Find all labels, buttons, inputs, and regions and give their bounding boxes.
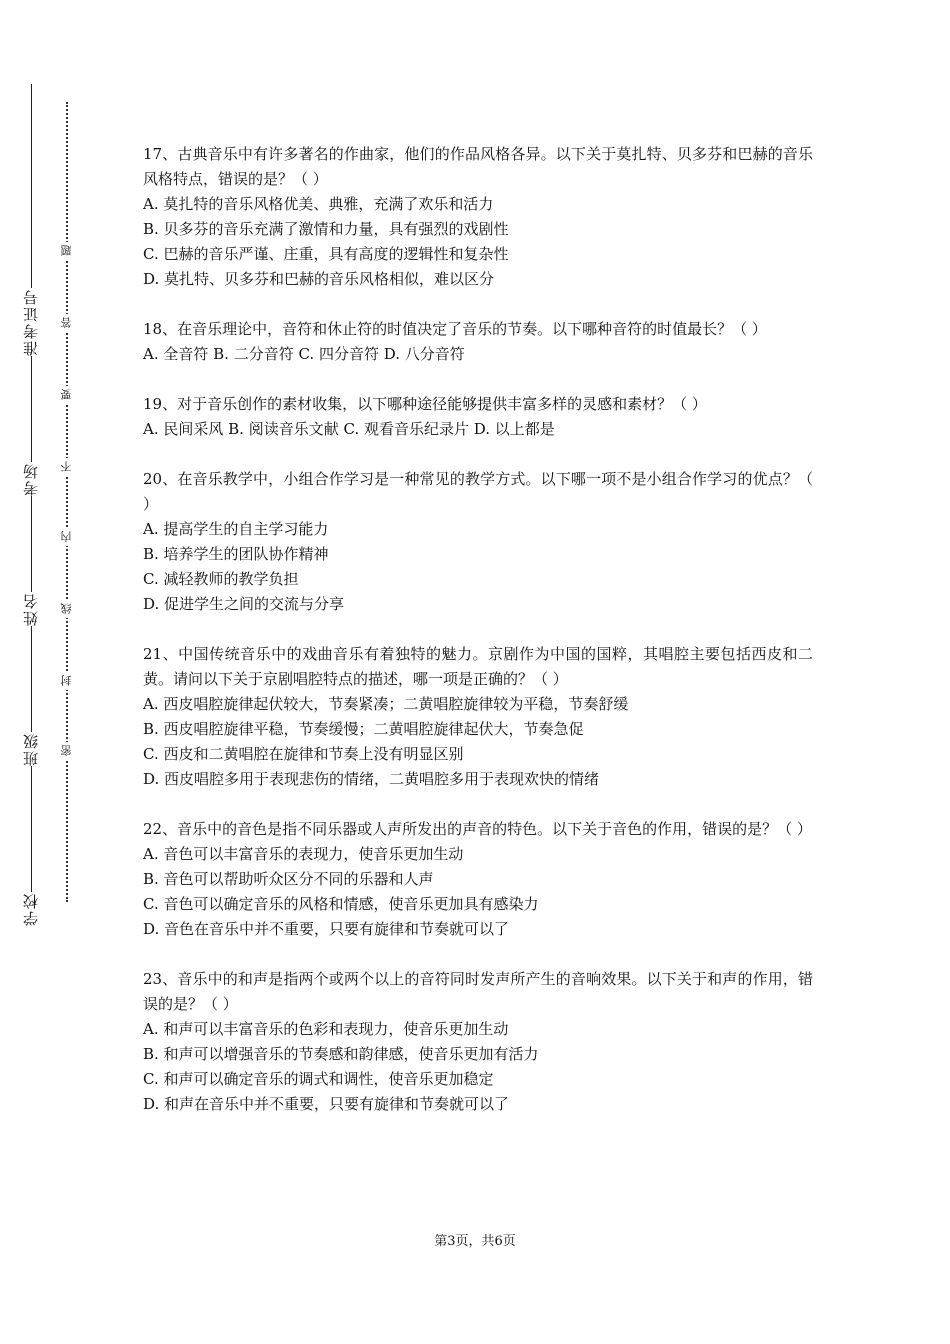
- field-label: 班级: [22, 732, 40, 766]
- question-19: [143, 392, 813, 442]
- option-c[interactable]: C. 西皮和二黄唱腔在旋律和节奏上没有明显区别: [143, 745, 464, 763]
- field-underline: [31, 84, 32, 288]
- options-inline[interactable]: A. 全音符 B. 二分音符 C. 四分音符 D. 八分音符: [143, 345, 465, 363]
- field-label: 学校: [22, 892, 40, 926]
- seal-char: 答: [58, 314, 76, 332]
- field-underline: [31, 496, 32, 592]
- question-stem: 22、音乐中的音色是指不同乐器或人声所发出的声音的特色。以下关于音色的作用，错误的是？（ ）: [143, 820, 812, 838]
- option-c[interactable]: C. 和声可以确定音乐的调式和调性，使音乐更加稳定: [143, 1070, 494, 1088]
- option-b[interactable]: B. 西皮唱腔旋律平稳，节奏缓慢；二黄唱腔旋律起伏大，节奏急促: [143, 720, 584, 738]
- field-underline: [31, 356, 32, 462]
- question-stem: 18、在音乐理论中，音符和休止符的时值决定了音乐的节奏。以下哪种音符的时值最长？（ ）: [143, 320, 767, 338]
- seal-char: 线: [58, 600, 76, 618]
- page-number: 第3页，共6页: [434, 1234, 516, 1249]
- question-18: [143, 317, 813, 367]
- field-label: 姓名: [22, 592, 40, 626]
- seal-dotted-line: [66, 102, 70, 902]
- question-21: [143, 642, 813, 792]
- options-inline[interactable]: A. 民间采风 B. 阅读音乐文献 C. 观看音乐纪录片 D. 以上都是: [143, 420, 555, 438]
- field-exam-room[interactable]: [20, 356, 42, 496]
- field-underline: [31, 766, 32, 892]
- field-exam-number[interactable]: [20, 84, 42, 356]
- seal-char: 要: [58, 386, 76, 404]
- option-b[interactable]: B. 贝多芬的音乐充满了激情和力量，具有强烈的戏剧性: [143, 220, 509, 238]
- field-class[interactable]: [20, 626, 42, 766]
- question-stem: 19、对于音乐创作的素材收集，以下哪种途径能够提供丰富多样的灵感和素材？（ ）: [143, 395, 707, 413]
- seal-char: 题: [58, 242, 76, 260]
- field-name[interactable]: [20, 496, 42, 626]
- option-b[interactable]: B. 音色可以帮助听众区分不同的乐器和人声: [143, 870, 434, 888]
- seal-char: 不: [58, 458, 76, 476]
- field-underline: [31, 626, 32, 732]
- field-label: 准考证号: [22, 288, 40, 356]
- question-17: [143, 142, 813, 292]
- option-a[interactable]: A. 莫扎特的音乐风格优美、典雅，充满了欢乐和活力: [143, 195, 494, 213]
- option-a[interactable]: A. 音色可以丰富音乐的表现力，使音乐更加生动: [143, 845, 464, 863]
- seal-char: 封: [58, 672, 76, 690]
- field-school[interactable]: [20, 766, 42, 926]
- option-d[interactable]: D. 西皮唱腔多用于表现悲伤的情绪，二黄唱腔多用于表现欢快的情绪: [143, 770, 600, 788]
- option-d[interactable]: D. 促进学生之间的交流与分享: [143, 595, 345, 613]
- option-b[interactable]: B. 和声可以增强音乐的节奏感和韵律感，使音乐更加有活力: [143, 1045, 539, 1063]
- question-stem: 17、古典音乐中有许多著名的作曲家，他们的作品风格各异。以下关于莫扎特、贝多芬和巴赫的音乐风格特点，错误的是？（ ）: [143, 145, 813, 188]
- option-c[interactable]: C. 音色可以确定音乐的风格和情感，使音乐更加具有感染力: [143, 895, 539, 913]
- question-stem: 20、在音乐教学中，小组合作学习是一种常见的教学方式。以下哪一项不是小组合作学习的优点？（ ）: [143, 470, 813, 513]
- option-d[interactable]: D. 和声在音乐中并不重要，只要有旋律和节奏就可以了: [143, 1095, 510, 1113]
- option-d[interactable]: D. 莫扎特、贝多芬和巴赫的音乐风格相似，难以区分: [143, 270, 495, 288]
- option-a[interactable]: A. 提高学生的自主学习能力: [143, 520, 329, 538]
- option-c[interactable]: C. 减轻教师的教学负担: [143, 570, 299, 588]
- seal-char: 内: [58, 528, 76, 546]
- question-list: [143, 142, 813, 1142]
- option-d[interactable]: D. 音色在音乐中并不重要，只要有旋律和节奏就可以了: [143, 920, 510, 938]
- field-label: 考场: [22, 462, 40, 496]
- question-stem: 21、中国传统音乐中的戏曲音乐有着独特的魅力。京剧作为中国的国粹，其唱腔主要包括西皮和二黄。请问以下关于京剧唱腔特点的描述，哪一项是正确的？（ ）: [143, 645, 813, 688]
- option-a[interactable]: A. 和声可以丰富音乐的色彩和表现力，使音乐更加生动: [143, 1020, 509, 1038]
- question-stem: 23、音乐中的和声是指两个或两个以上的音符同时发声所产生的音响效果。以下关于和声的作用，错误的是？（ ）: [143, 970, 813, 1013]
- seal-char: 密: [58, 742, 76, 760]
- question-22: [143, 817, 813, 942]
- question-20: [143, 467, 813, 617]
- option-c[interactable]: C. 巴赫的音乐严谨、庄重，具有高度的逻辑性和复杂性: [143, 245, 509, 263]
- option-a[interactable]: A. 西皮唱腔旋律起伏较大，节奏紧凑；二黄唱腔旋律较为平稳，节奏舒缓: [143, 695, 629, 713]
- question-23: [143, 967, 813, 1117]
- option-b[interactable]: B. 培养学生的团队协作精神: [143, 545, 329, 563]
